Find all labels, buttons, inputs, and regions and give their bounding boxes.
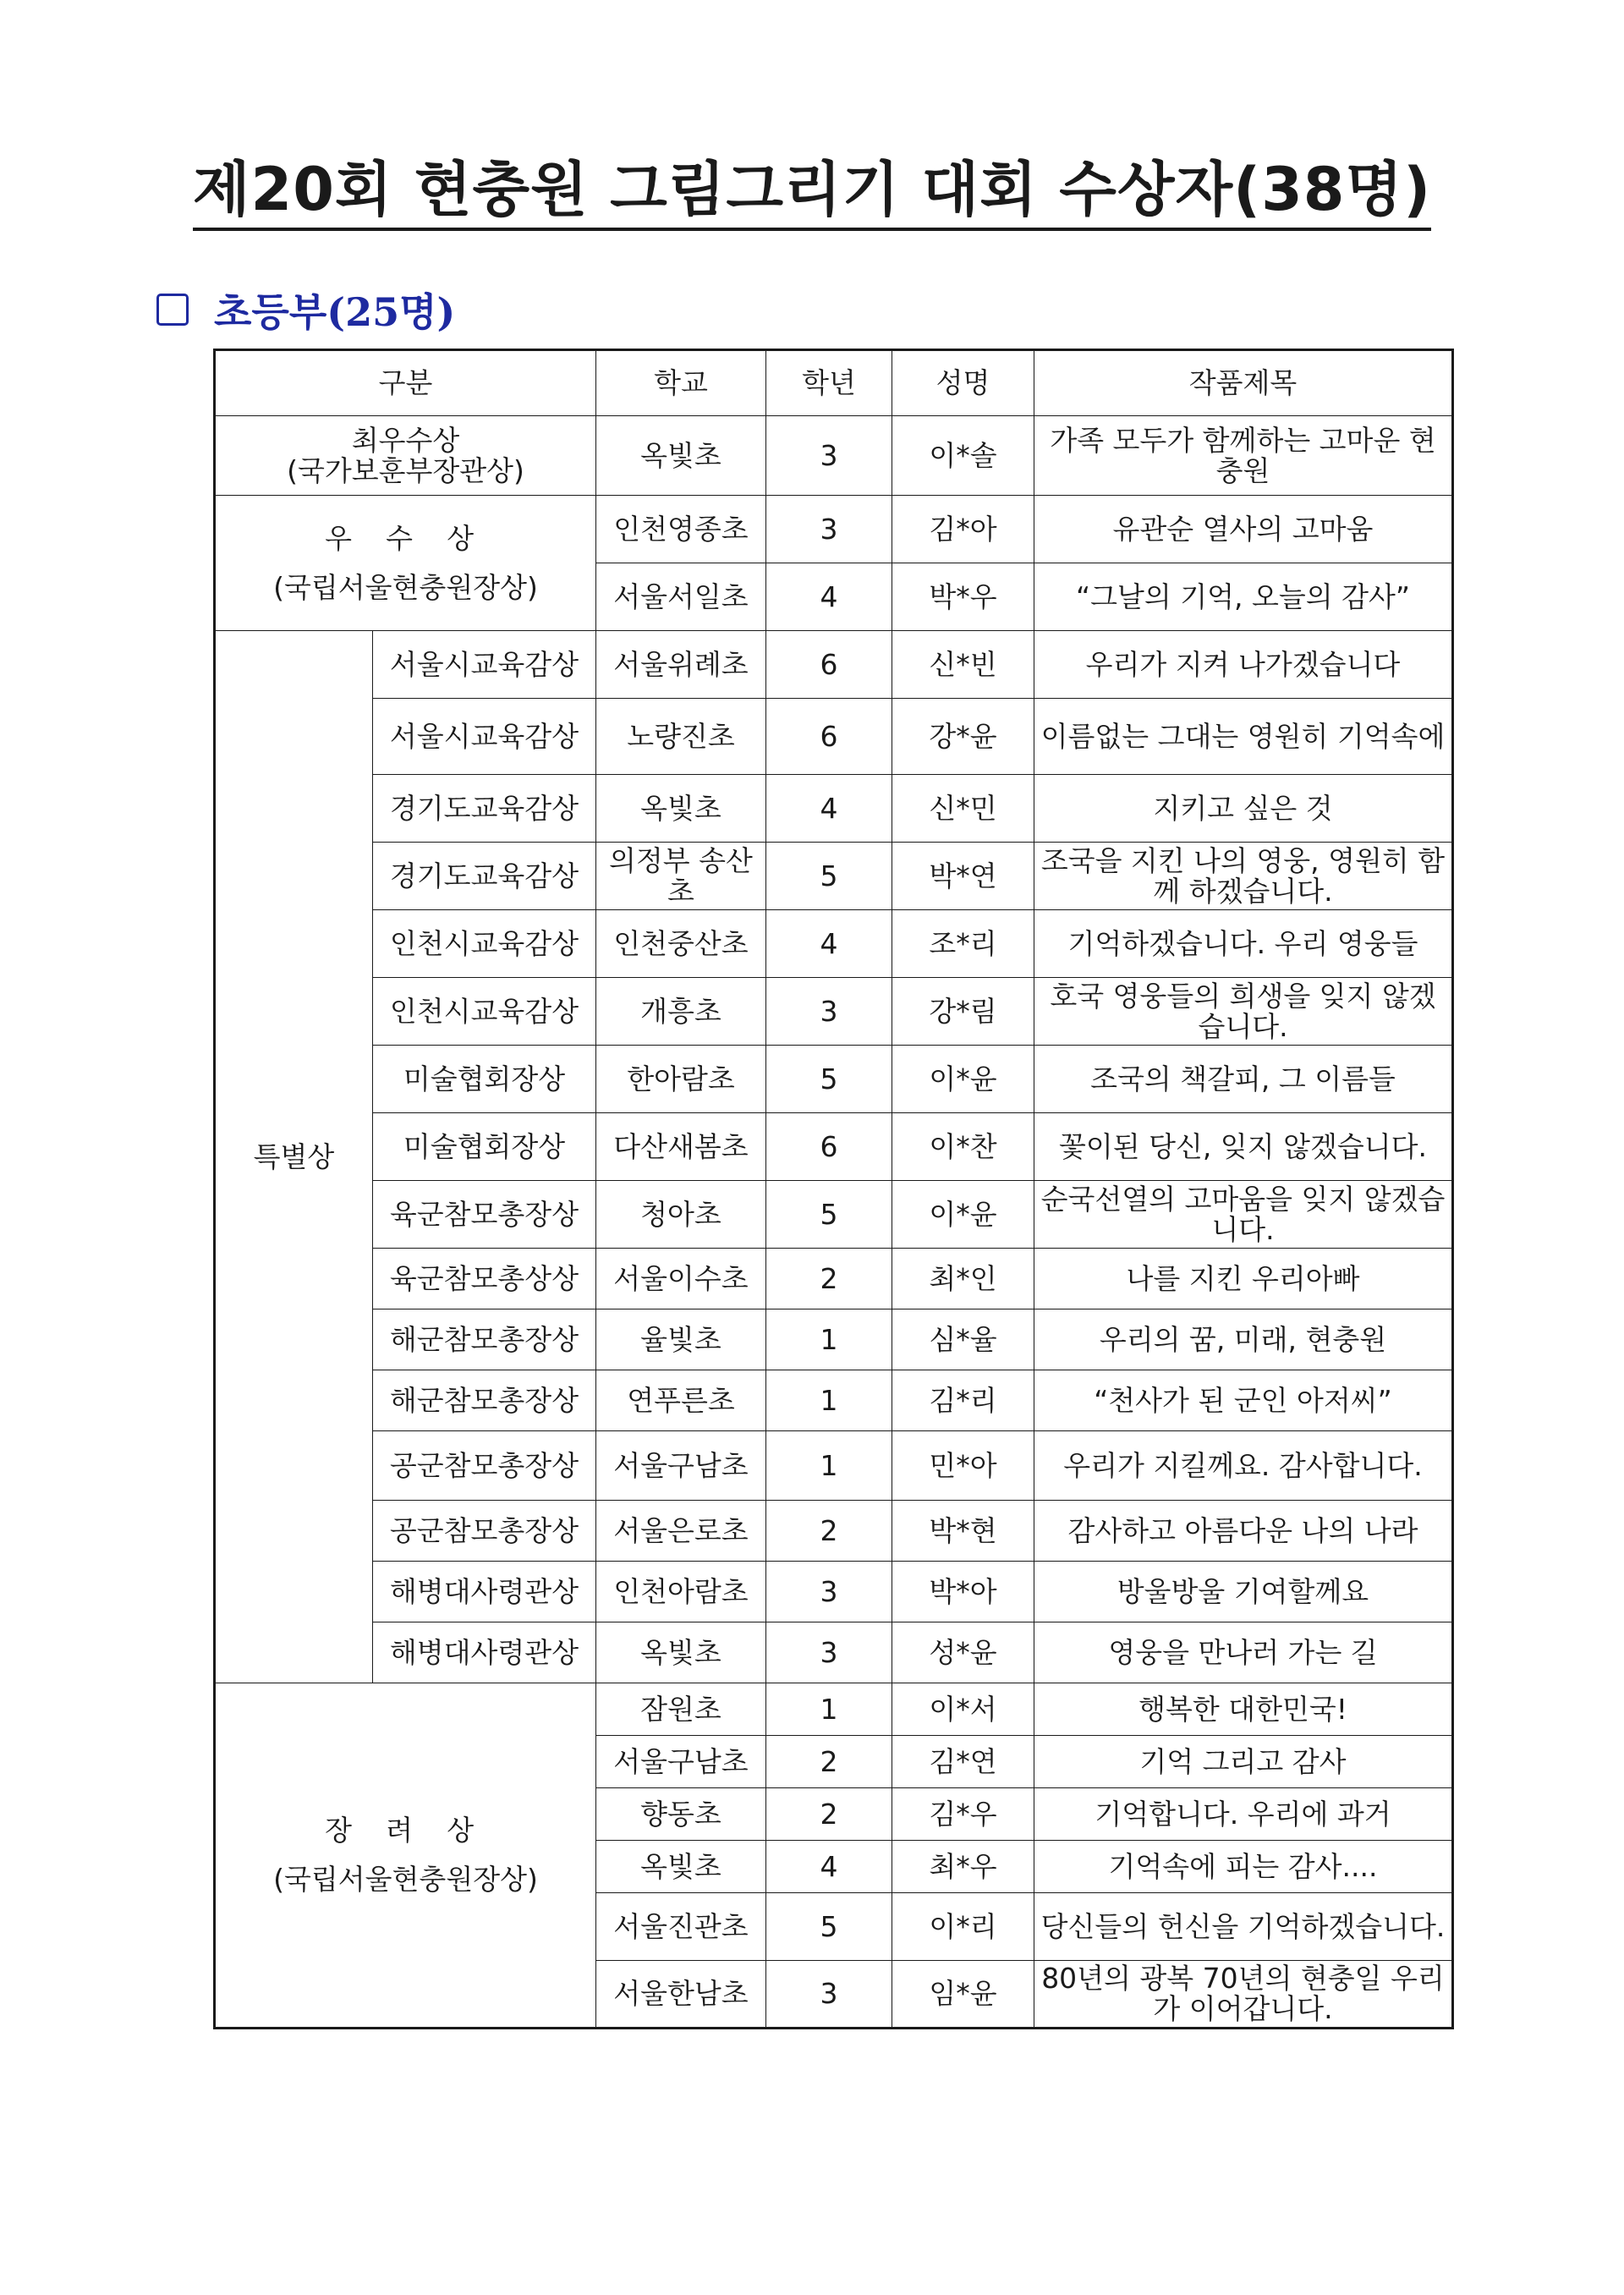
school-cell: 서울구남초 bbox=[596, 1736, 766, 1788]
work-title-cell: 행복한 대한민국! bbox=[1034, 1683, 1453, 1736]
table-row bbox=[215, 1683, 1453, 1736]
table-header-row bbox=[215, 350, 1453, 416]
grade-cell: 4 bbox=[766, 910, 892, 978]
grade-cell: 3 bbox=[766, 416, 892, 496]
name-cell: 이*리 bbox=[892, 1893, 1034, 1961]
grade-cell: 1 bbox=[766, 1683, 892, 1736]
work-title-cell: 우리의 꿈, 미래, 현충원 bbox=[1034, 1309, 1453, 1370]
award-grand-cell bbox=[215, 416, 596, 496]
work-title-cell: 지키고 싶은 것 bbox=[1034, 775, 1453, 843]
name-cell: 최*인 bbox=[892, 1249, 1034, 1309]
name-cell: 임*윤 bbox=[892, 1961, 1034, 2029]
work-title-cell: 방울방울 기여할께요 bbox=[1034, 1562, 1453, 1622]
table-row bbox=[215, 1622, 1453, 1683]
award-cell: 육군참모총상상 bbox=[373, 1249, 596, 1309]
work-title-cell: “그날의 기억, 오늘의 감사” bbox=[1034, 563, 1453, 631]
grade-cell: 2 bbox=[766, 1501, 892, 1562]
work-title-cell: 조국의 책갈피, 그 이름들 bbox=[1034, 1046, 1453, 1113]
table-row bbox=[215, 843, 1453, 910]
table-row bbox=[215, 1431, 1453, 1501]
school-cell: 옥빛초 bbox=[596, 416, 766, 496]
name-cell: 박*현 bbox=[892, 1501, 1034, 1562]
award-grand-sub: (국가보훈부장관상) bbox=[287, 453, 524, 487]
work-title-cell: 당신들의 헌신을 기억하겠습니다. bbox=[1034, 1893, 1453, 1961]
table-row bbox=[215, 1249, 1453, 1309]
school-cell: 서울한남초 bbox=[596, 1961, 766, 2029]
school-cell: 서울진관초 bbox=[596, 1893, 766, 1961]
grade-cell: 1 bbox=[766, 1309, 892, 1370]
award-cell: 육군참모총장상 bbox=[373, 1181, 596, 1249]
table-row bbox=[215, 496, 1453, 563]
work-title-cell: 80년의 광복 70년의 현충일 우리가 이어갑니다. bbox=[1034, 1961, 1453, 2029]
award-cell: 해병대사령관상 bbox=[373, 1622, 596, 1683]
checkbox-square-icon bbox=[156, 294, 189, 326]
award-cell: 미술협회장상 bbox=[373, 1046, 596, 1113]
grade-cell: 3 bbox=[766, 496, 892, 563]
school-cell: 옥빛초 bbox=[596, 1841, 766, 1893]
table-row bbox=[215, 1113, 1453, 1181]
award-encourage-sub: (국립서울현충원장상) bbox=[273, 1863, 538, 1896]
section-heading bbox=[156, 284, 455, 335]
name-cell: 신*민 bbox=[892, 775, 1034, 843]
work-title-cell: 기억 그리고 감사 bbox=[1034, 1736, 1453, 1788]
grade-cell: 5 bbox=[766, 1181, 892, 1249]
school-cell: 서울은로초 bbox=[596, 1501, 766, 1562]
work-title-cell: 꽃이된 당신, 잊지 않겠습니다. bbox=[1034, 1113, 1453, 1181]
table-row bbox=[215, 1046, 1453, 1113]
grade-cell: 6 bbox=[766, 631, 892, 699]
table-row bbox=[215, 1370, 1453, 1431]
school-cell: 잠원초 bbox=[596, 1683, 766, 1736]
work-title-cell: 기억합니다. 우리에 과거 bbox=[1034, 1788, 1453, 1841]
school-cell: 옥빛초 bbox=[596, 1622, 766, 1683]
school-cell: 연푸른초 bbox=[596, 1370, 766, 1431]
grade-cell: 4 bbox=[766, 563, 892, 631]
award-cell: 서울시교육감상 bbox=[373, 699, 596, 775]
table-row bbox=[215, 910, 1453, 978]
work-title-cell: 우리가 지켜 나가겠습니다 bbox=[1034, 631, 1453, 699]
school-cell: 서울구남초 bbox=[596, 1431, 766, 1501]
header-work-title: 작품제목 bbox=[1034, 350, 1453, 416]
school-cell: 의정부 송산초 bbox=[596, 843, 766, 910]
award-cell: 공군참모총장상 bbox=[373, 1431, 596, 1501]
table-row bbox=[215, 1562, 1453, 1622]
name-cell: 김*연 bbox=[892, 1736, 1034, 1788]
name-cell: 심*율 bbox=[892, 1309, 1034, 1370]
award-encourage-cell bbox=[215, 1683, 596, 2029]
name-cell: 박*아 bbox=[892, 1562, 1034, 1622]
school-cell: 인천아람초 bbox=[596, 1562, 766, 1622]
school-cell: 향동초 bbox=[596, 1788, 766, 1841]
award-cell: 해군참모총장상 bbox=[373, 1370, 596, 1431]
name-cell: 성*윤 bbox=[892, 1622, 1034, 1683]
grade-cell: 2 bbox=[766, 1249, 892, 1309]
award-cell: 공군참모총장상 bbox=[373, 1501, 596, 1562]
grade-cell: 5 bbox=[766, 1046, 892, 1113]
grade-cell: 3 bbox=[766, 1961, 892, 2029]
award-cell: 경기도교육감상 bbox=[373, 843, 596, 910]
name-cell: 이*윤 bbox=[892, 1046, 1034, 1113]
header-category: 구분 bbox=[215, 350, 596, 416]
award-cell: 서울시교육감상 bbox=[373, 631, 596, 699]
school-cell: 서울이수초 bbox=[596, 1249, 766, 1309]
table-row bbox=[215, 978, 1453, 1046]
header-name: 성명 bbox=[892, 350, 1034, 416]
name-cell: 박*우 bbox=[892, 563, 1034, 631]
award-excellence-sub: (국립서울현충원장상) bbox=[273, 570, 538, 604]
table-row bbox=[215, 1501, 1453, 1562]
award-cell: 경기도교육감상 bbox=[373, 775, 596, 843]
grade-cell: 3 bbox=[766, 1562, 892, 1622]
work-title-cell: 기억하겠습니다. 우리 영웅들 bbox=[1034, 910, 1453, 978]
award-excellence-name: 우 수 상 bbox=[325, 521, 486, 555]
document-title-text: 제20회 현충원 그림그리기 대회 수상자(38명) bbox=[193, 155, 1431, 231]
grade-cell: 6 bbox=[766, 699, 892, 775]
grade-cell: 6 bbox=[766, 1113, 892, 1181]
school-cell: 노량진초 bbox=[596, 699, 766, 775]
name-cell: 강*윤 bbox=[892, 699, 1034, 775]
work-title-cell: 조국을 지킨 나의 영웅, 영원히 함께 하겠습니다. bbox=[1034, 843, 1453, 910]
work-title-cell: “천사가 된 군인 아저씨” bbox=[1034, 1370, 1453, 1431]
name-cell: 김*아 bbox=[892, 496, 1034, 563]
work-title-cell: 기억속에 피는 감사.... bbox=[1034, 1841, 1453, 1893]
award-cell: 인천시교육감상 bbox=[373, 910, 596, 978]
award-cell: 해병대사령관상 bbox=[373, 1562, 596, 1622]
name-cell: 이*서 bbox=[892, 1683, 1034, 1736]
document-title bbox=[0, 142, 1624, 228]
name-cell: 김*리 bbox=[892, 1370, 1034, 1431]
section-label: 초등부(25명) bbox=[214, 289, 456, 335]
award-cell: 인천시교육감상 bbox=[373, 978, 596, 1046]
grade-cell: 3 bbox=[766, 1622, 892, 1683]
school-cell: 옥빛초 bbox=[596, 775, 766, 843]
grade-cell: 2 bbox=[766, 1736, 892, 1788]
school-cell: 한아람초 bbox=[596, 1046, 766, 1113]
header-grade: 학년 bbox=[766, 350, 892, 416]
school-cell: 서울서일초 bbox=[596, 563, 766, 631]
grade-cell: 5 bbox=[766, 843, 892, 910]
grade-cell: 1 bbox=[766, 1370, 892, 1431]
work-title-cell: 우리가 지킬께요. 감사합니다. bbox=[1034, 1431, 1453, 1501]
work-title-cell: 가족 모두가 함께하는 고마운 현충원 bbox=[1034, 416, 1453, 496]
work-title-cell: 유관순 열사의 고마움 bbox=[1034, 496, 1453, 563]
grade-cell: 3 bbox=[766, 978, 892, 1046]
school-cell: 다산새봄초 bbox=[596, 1113, 766, 1181]
table-row bbox=[215, 775, 1453, 843]
school-cell: 율빛초 bbox=[596, 1309, 766, 1370]
table-row bbox=[215, 1181, 1453, 1249]
grade-cell: 5 bbox=[766, 1893, 892, 1961]
name-cell: 이*윤 bbox=[892, 1181, 1034, 1249]
name-cell: 이*찬 bbox=[892, 1113, 1034, 1181]
work-title-cell: 영웅을 만나러 가는 길 bbox=[1034, 1622, 1453, 1683]
grade-cell: 4 bbox=[766, 1841, 892, 1893]
name-cell: 민*아 bbox=[892, 1431, 1034, 1501]
award-encourage-name: 장 려 상 bbox=[325, 1814, 486, 1848]
grade-cell: 4 bbox=[766, 775, 892, 843]
name-cell: 신*빈 bbox=[892, 631, 1034, 699]
work-title-cell: 호국 영웅들의 희생을 잊지 않겠습니다. bbox=[1034, 978, 1453, 1046]
school-cell: 인천중산초 bbox=[596, 910, 766, 978]
name-cell: 최*우 bbox=[892, 1841, 1034, 1893]
award-cell: 해군참모총장상 bbox=[373, 1309, 596, 1370]
award-excellence-cell bbox=[215, 496, 596, 631]
name-cell: 이*솔 bbox=[892, 416, 1034, 496]
award-special-cell: 특별상 bbox=[215, 631, 373, 1683]
work-title-cell: 이름없는 그대는 영원히 기억속에 bbox=[1034, 699, 1453, 775]
name-cell: 강*림 bbox=[892, 978, 1034, 1046]
school-cell: 서울위례초 bbox=[596, 631, 766, 699]
table-row bbox=[215, 1309, 1453, 1370]
grade-cell: 2 bbox=[766, 1788, 892, 1841]
work-title-cell: 나를 지킨 우리아빠 bbox=[1034, 1249, 1453, 1309]
table-row bbox=[215, 416, 1453, 496]
work-title-cell: 감사하고 아름다운 나의 나라 bbox=[1034, 1501, 1453, 1562]
name-cell: 김*우 bbox=[892, 1788, 1034, 1841]
table-row bbox=[215, 699, 1453, 775]
name-cell: 조*리 bbox=[892, 910, 1034, 978]
award-grand-name: 최우수상 bbox=[351, 423, 460, 457]
school-cell: 청아초 bbox=[596, 1181, 766, 1249]
award-cell: 미술협회장상 bbox=[373, 1113, 596, 1181]
grade-cell: 1 bbox=[766, 1431, 892, 1501]
name-cell: 박*연 bbox=[892, 843, 1034, 910]
school-cell: 개흥초 bbox=[596, 978, 766, 1046]
work-title-cell: 순국선열의 고마움을 잊지 않겠습니다. bbox=[1034, 1181, 1453, 1249]
awards-table bbox=[213, 349, 1454, 2029]
table-row bbox=[215, 631, 1453, 699]
school-cell: 인천영종초 bbox=[596, 496, 766, 563]
header-school: 학교 bbox=[596, 350, 766, 416]
